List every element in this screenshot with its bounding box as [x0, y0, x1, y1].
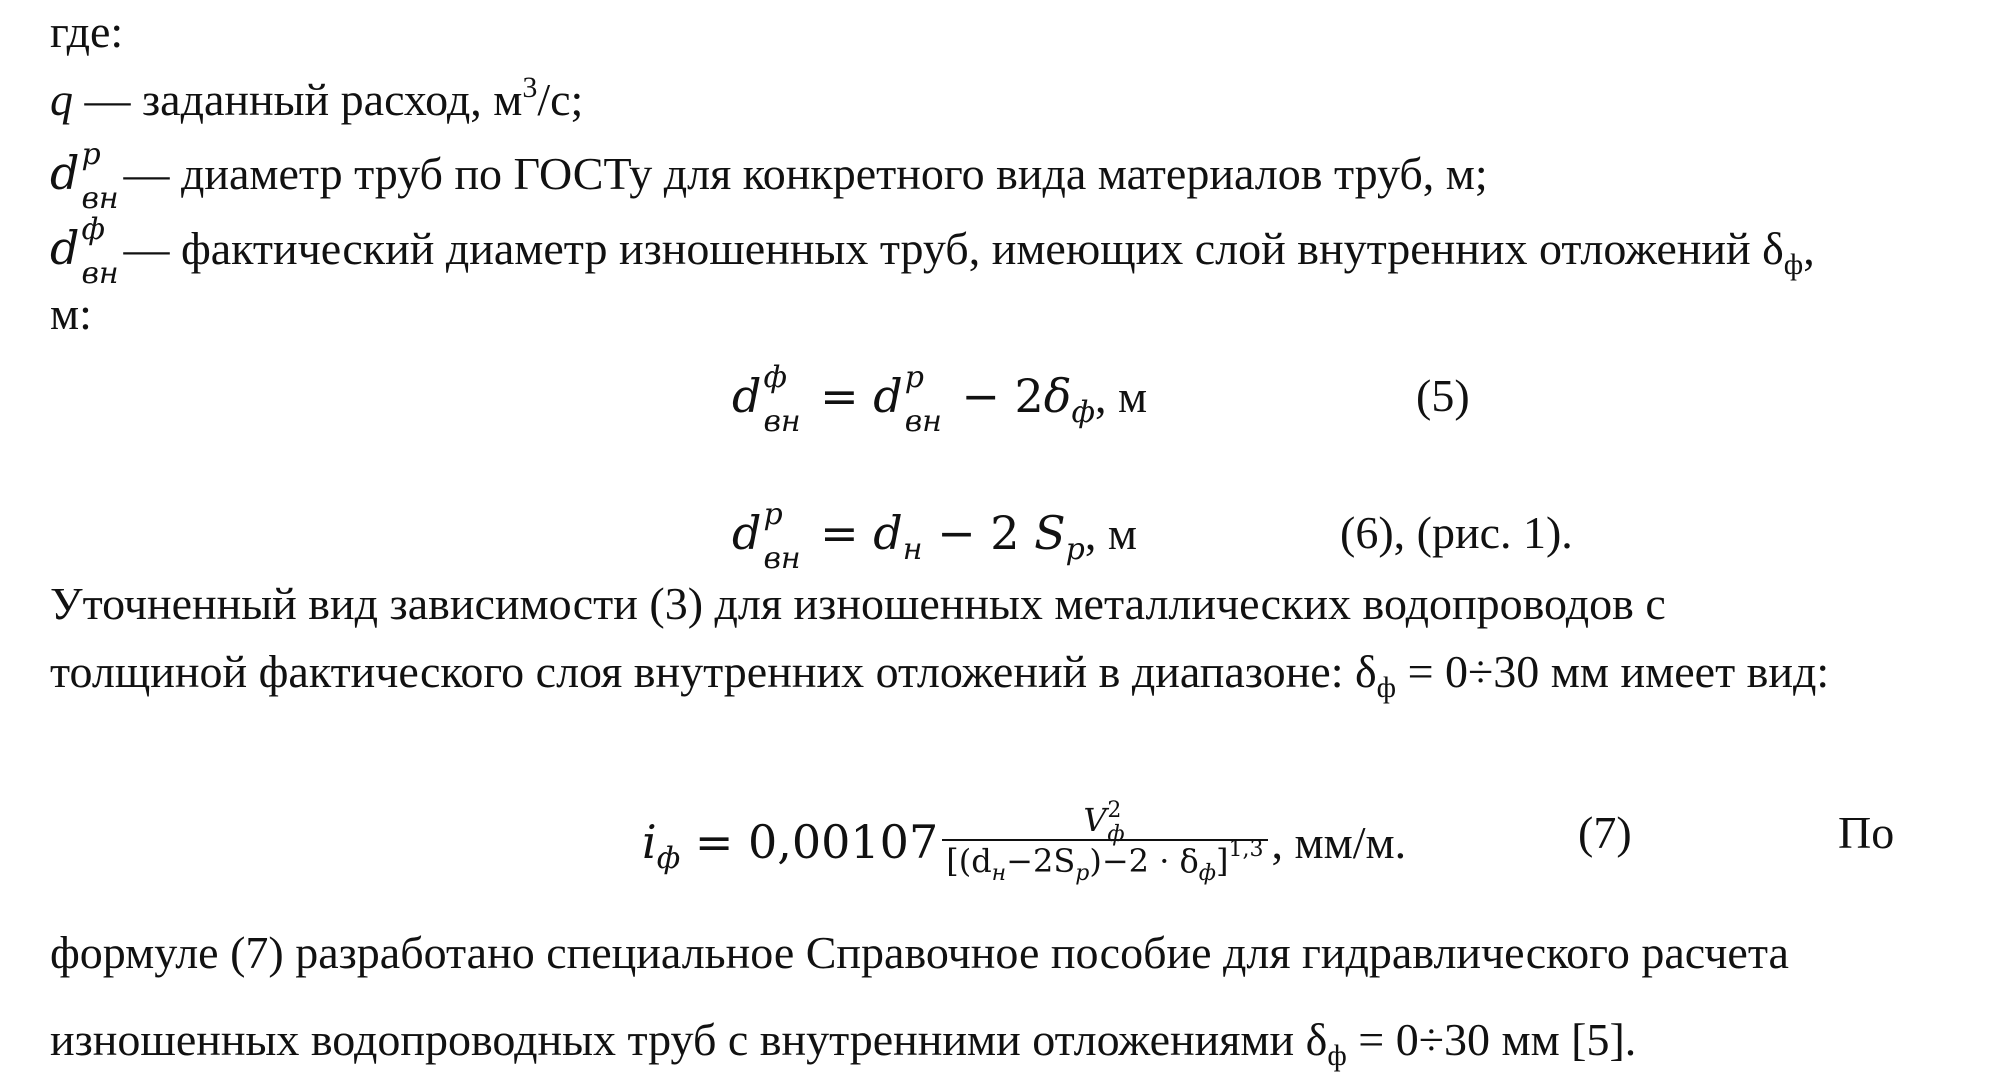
d-f-sup: ф — [81, 212, 105, 247]
paragraph-1-line-1 — [50, 576, 1666, 632]
eq5-minus: − 2 — [946, 369, 1044, 423]
definition-d-p — [50, 137, 1488, 216]
eq6-lhs-scripts — [761, 497, 805, 576]
eq7-num-sub: ф — [1107, 822, 1125, 847]
eq7-unit: , мм/м. — [1271, 817, 1407, 869]
eq5-rhs-sup: p — [904, 360, 924, 395]
eq7-den-open: [(d — [946, 842, 992, 880]
d-f-definition-text: — фактический диаметр изношенных труб, имеющих слой внутренних отложений δ — [123, 223, 1784, 274]
para1-line2-delta-sub: ф — [1376, 671, 1397, 704]
para2-line2-text-a: изношенных водопроводных труб с внутренними отложениями δ — [50, 1014, 1328, 1065]
eq5-rhs-sub: вн — [904, 404, 942, 439]
eq5-lhs-scripts — [761, 360, 805, 439]
eq6-equals: = — [805, 506, 874, 560]
eq7-den-mid: −2S — [1006, 842, 1076, 880]
d-f-delta-sub: ф — [1783, 248, 1804, 281]
eq6-lhs-sup: p — [763, 497, 783, 532]
where-line — [50, 4, 123, 60]
where-text: где: — [50, 6, 124, 57]
para1-line2-text-b: = 0÷30 мм имеет вид: — [1396, 646, 1830, 697]
eq7-numerator — [1077, 798, 1132, 847]
eq5-rhs-base: d — [873, 369, 903, 423]
eq7-den-close: ] — [1216, 842, 1229, 880]
q-symbol: q — [50, 74, 73, 125]
eq5-lhs-sub: вн — [763, 404, 801, 439]
eq7-number-text: (7) — [1578, 807, 1632, 858]
d-p-sup: p — [81, 137, 101, 172]
definition-q — [50, 72, 583, 134]
d-p-scripts — [79, 137, 123, 216]
eq7-den-power: 1,3 — [1228, 837, 1264, 862]
eq5-unit: , м — [1094, 371, 1148, 422]
eq7-den-s-sub: p — [1075, 861, 1090, 886]
eq7-num-sup: 2 — [1107, 798, 1122, 823]
para2-line2-delta-sub: ф — [1327, 1039, 1347, 1072]
eq7-fraction — [942, 798, 1267, 886]
eq7-den-delta-sub: ф — [1198, 861, 1217, 886]
paragraph-1-line-2 — [50, 644, 1829, 706]
para2-line1-text: формуле (7) разработано специальное Справочное пособие для гидравлического расчета — [50, 927, 1789, 978]
equation-7 — [642, 798, 1407, 890]
eq6-s-sub: p — [1065, 532, 1085, 567]
eq5-delta-sub: ф — [1071, 395, 1095, 430]
eq7-trailing-text: По — [1838, 807, 1895, 858]
eq6-d-sub: н — [902, 532, 923, 567]
definition-d-f — [50, 212, 1815, 291]
eq7-lhs-sub: ф — [656, 841, 681, 877]
eq7-coefficient: = 0,00107 — [680, 815, 939, 870]
para1-line1-text: Уточненный вид зависимости (3) для изношенных металлических водопроводов с — [50, 578, 1666, 629]
q-definition-text: — заданный расход, м — [73, 74, 523, 125]
eq5-equals: = — [805, 369, 874, 423]
eq6-number-text: (6), (рис. 1). — [1340, 507, 1573, 558]
d-f-trailing: , — [1803, 223, 1815, 274]
d-f-base: d — [50, 221, 80, 275]
eq6-unit: , м — [1084, 508, 1137, 559]
eq6-lhs-base: d — [732, 506, 762, 560]
equation-7-trailing-word — [1838, 805, 1894, 861]
d-f-scripts — [79, 212, 123, 291]
equation-5-number — [1416, 368, 1470, 424]
eq6-d: d — [873, 506, 903, 560]
eq7-lhs: i — [642, 815, 657, 870]
d-p-definition-text: — диаметр труб по ГОСТу для конкретного вида материалов труб, м; — [123, 148, 1488, 199]
eq5-delta: δ — [1043, 369, 1072, 423]
q-unit-exponent: 3 — [522, 71, 538, 104]
eq7-denominator — [942, 837, 1267, 886]
d-p-sub: вн — [81, 181, 119, 216]
eq5-lhs-sup: ф — [763, 360, 787, 395]
equation-6 — [732, 497, 1137, 576]
equation-6-number — [1340, 505, 1573, 561]
eq6-s: S — [1034, 506, 1066, 560]
eq5-rhs-scripts — [903, 360, 947, 439]
para1-line2-text-a: толщиной фактического слоя внутренних отложений в диапазоне: δ — [50, 646, 1377, 697]
m-line — [50, 286, 92, 342]
eq5-number-text: (5) — [1416, 370, 1470, 421]
equation-7-number — [1578, 805, 1632, 861]
eq6-lhs-sub: вн — [763, 541, 801, 576]
eq6-minus: − 2 — [922, 506, 1035, 560]
m-text: м: — [50, 288, 92, 339]
eq7-den-d-sub: н — [991, 861, 1007, 886]
equation-5 — [732, 360, 1148, 439]
d-p-base: d — [50, 146, 80, 200]
eq7-num-v: V — [1083, 801, 1107, 839]
eq5-lhs-base: d — [732, 369, 762, 423]
para2-line2-text-b: = 0÷30 мм [5]. — [1346, 1014, 1637, 1065]
eq7-den-rest: )−2 · δ — [1089, 842, 1199, 880]
paragraph-2-line-2 — [50, 1012, 1636, 1074]
q-unit-tail: /с; — [537, 74, 584, 125]
paragraph-2-line-1 — [50, 925, 1789, 981]
d-f-sub: вн — [81, 256, 119, 291]
